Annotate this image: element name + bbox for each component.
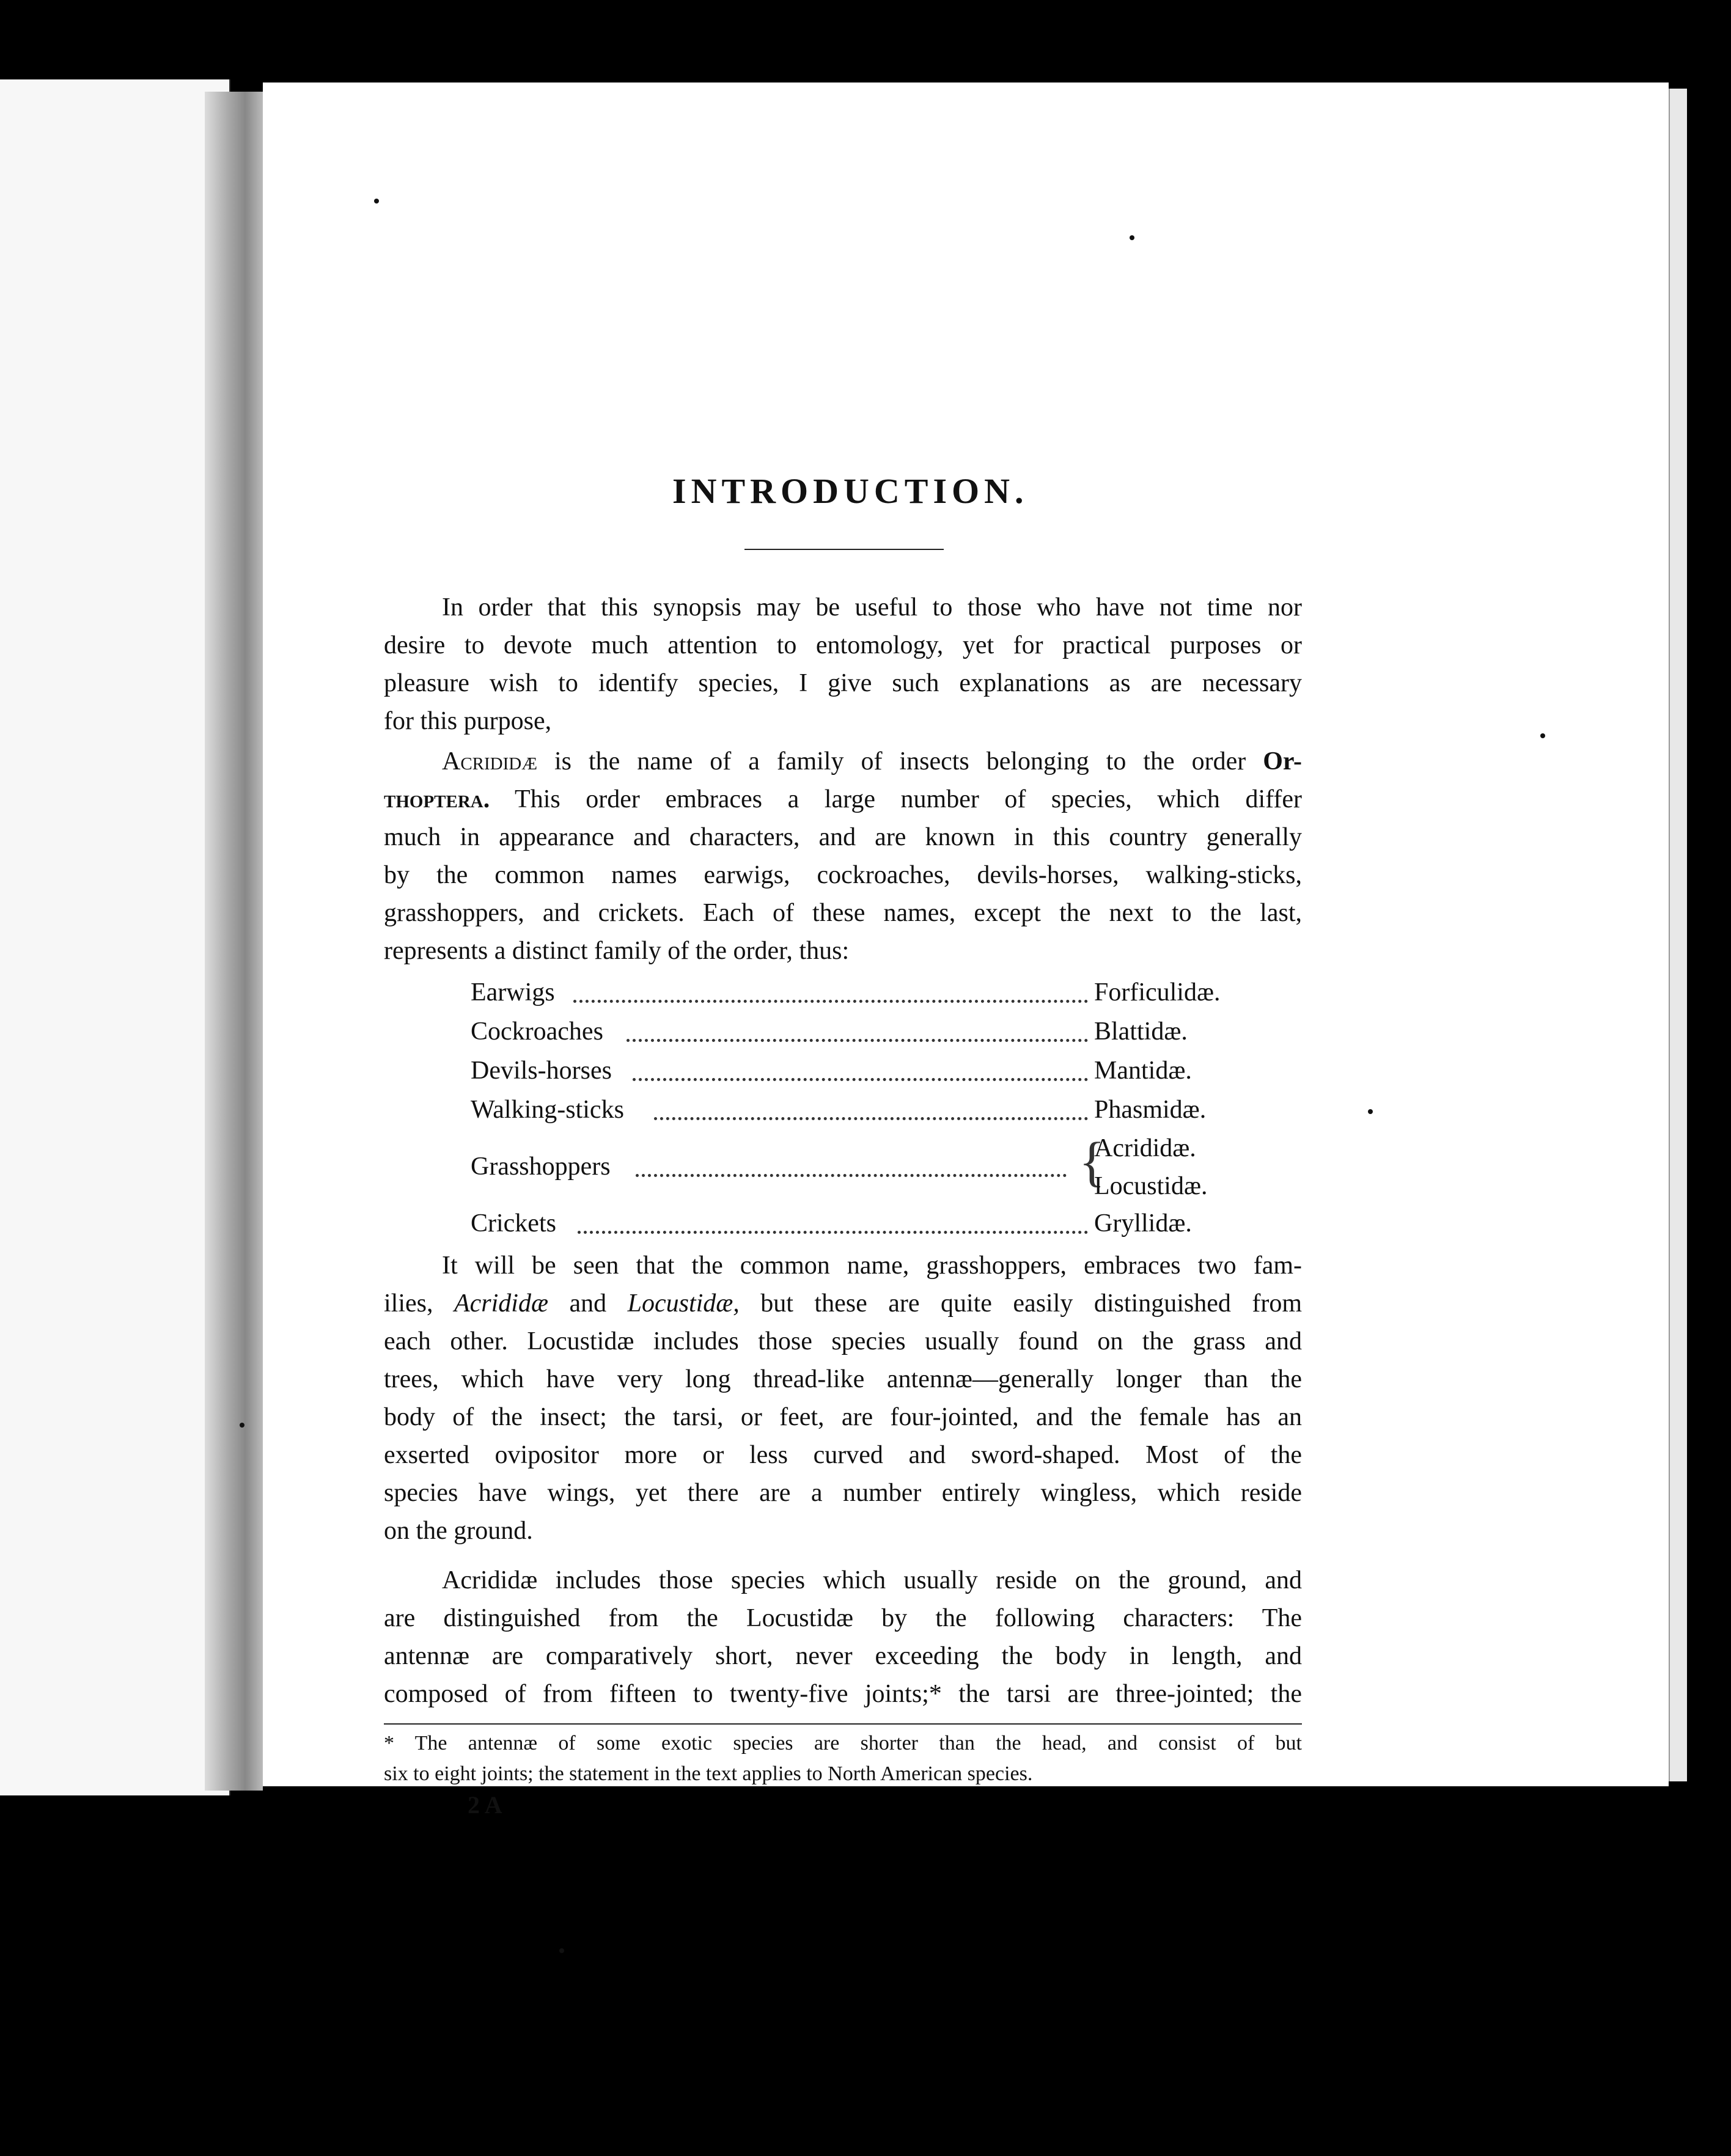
text-line: are distinguished from the Locustidæ by the following characters: The bbox=[384, 1604, 1302, 1632]
family-name: Blattidæ. bbox=[1094, 1018, 1188, 1046]
family-name: Forficulidæ. bbox=[1094, 978, 1221, 1007]
footnote-line: * The antennæ of some exotic species are shorter than the head, and consist of but bbox=[384, 1732, 1302, 1755]
family-name: Phasmidæ. bbox=[1094, 1096, 1207, 1124]
text-line: represents a distinct family of the order, thus: bbox=[384, 937, 850, 965]
speck bbox=[1130, 235, 1134, 240]
speck bbox=[240, 1423, 244, 1428]
table-row bbox=[471, 1209, 1235, 1248]
footnote-line: six to eight joints; the statement in the text applies to North American species. bbox=[384, 1762, 1033, 1785]
paragraph-2 bbox=[384, 743, 1302, 970]
title-rule bbox=[744, 549, 944, 550]
table-row bbox=[471, 1017, 1235, 1056]
left-page bbox=[0, 79, 230, 1795]
speck bbox=[1540, 733, 1545, 738]
footnote-rule bbox=[384, 1723, 1302, 1725]
speck bbox=[1368, 1109, 1373, 1114]
text-span: is the name of a family of insects belonging to the order bbox=[537, 747, 1263, 776]
page-edge bbox=[1669, 89, 1687, 1781]
text-span: and bbox=[548, 1289, 628, 1318]
text-line: In order that this synopsis may be useful to those who have not time nor bbox=[442, 593, 1302, 622]
common-name: Earwigs bbox=[471, 978, 555, 1007]
order-name: Or- bbox=[1263, 747, 1302, 776]
speck bbox=[559, 1948, 564, 1953]
family-name: Acrididæ bbox=[454, 1289, 548, 1318]
text-line: each other. Locustidæ includes those species usually found on the grass and bbox=[384, 1327, 1302, 1355]
leader-dots bbox=[627, 1021, 1088, 1042]
leader-dots bbox=[633, 1060, 1088, 1081]
paragraph-1 bbox=[384, 588, 1302, 740]
table-row bbox=[471, 1095, 1235, 1134]
footnote bbox=[384, 1728, 1302, 1789]
family-name: Locustidæ, bbox=[627, 1289, 740, 1318]
text-line: pleasure wish to identify species, I give such explanations as are necessary bbox=[384, 669, 1302, 697]
order-name: thoptera. bbox=[384, 785, 490, 813]
text-span: ilies, bbox=[384, 1289, 454, 1318]
paragraph-4 bbox=[384, 1561, 1302, 1713]
family-name: Acrididæ. bbox=[1094, 1134, 1196, 1162]
speck bbox=[374, 199, 379, 204]
family-name: Acrididæ bbox=[442, 747, 538, 776]
family-name: Locustidæ. bbox=[1094, 1172, 1208, 1200]
text-line: Acrididæ includes those species which usually reside on the ground, and bbox=[442, 1566, 1302, 1594]
family-name: Mantidæ. bbox=[1094, 1057, 1192, 1085]
paragraph-3 bbox=[384, 1247, 1302, 1550]
text-line bbox=[384, 780, 1302, 818]
book-gutter bbox=[205, 92, 263, 1791]
text-line: grasshoppers, and crickets. Each of these names, except the next to the last, bbox=[384, 899, 1302, 927]
leader-dots bbox=[578, 1212, 1088, 1234]
text-line bbox=[384, 1285, 1302, 1322]
common-name: Grasshoppers bbox=[471, 1153, 611, 1181]
common-name: Devils-horses bbox=[471, 1057, 612, 1085]
table-row bbox=[471, 978, 1235, 1017]
table-row bbox=[471, 1056, 1235, 1095]
family-name: Gryllidæ. bbox=[1094, 1209, 1192, 1238]
table-row bbox=[471, 1132, 1235, 1200]
text-line bbox=[384, 743, 1302, 780]
text-line: for this purpose, bbox=[384, 707, 552, 735]
text-line: trees, which have very long thread-like antennæ—generally longer than the bbox=[384, 1365, 1302, 1393]
common-name: Crickets bbox=[471, 1209, 556, 1238]
text-line: antennæ are comparatively short, never exceeding the body in length, and bbox=[384, 1642, 1302, 1670]
leader-dots bbox=[654, 1099, 1088, 1120]
text-line: by the common names earwigs, cockroaches, devils-horses, walking-sticks, bbox=[384, 861, 1302, 889]
signature-mark: 2 A bbox=[468, 1791, 502, 1819]
leader-dots bbox=[573, 981, 1088, 1003]
text-line: much in appearance and characters, and are known in this country generally bbox=[384, 823, 1302, 851]
text-line: desire to devote much attention to entomology, yet for practical purposes or bbox=[384, 631, 1302, 659]
common-name: Cockroaches bbox=[471, 1018, 603, 1046]
text-line: composed of from fifteen to twenty-five joints;* the tarsi are three-jointed; the bbox=[384, 1680, 1302, 1708]
page-title: INTRODUCTION. bbox=[672, 471, 1029, 511]
text-line: It will be seen that the common name, grasshoppers, embraces two fam- bbox=[442, 1252, 1302, 1280]
brace-glyph: { bbox=[1079, 1132, 1106, 1192]
text-line: on the ground. bbox=[384, 1517, 533, 1545]
leader-dots bbox=[636, 1156, 1067, 1177]
text-line: species have wings, yet there are a number entirely wingless, which reside bbox=[384, 1479, 1302, 1507]
text-span: This order embraces a large number of species, which differ bbox=[490, 785, 1302, 813]
common-name: Walking-sticks bbox=[471, 1096, 624, 1124]
text-line: exserted ovipositor more or less curved and sword-shaped. Most of the bbox=[384, 1441, 1302, 1469]
text-span: but these are quite easily distinguished from bbox=[739, 1289, 1302, 1318]
text-line: body of the insect; the tarsi, or feet, are four-jointed, and the female has an bbox=[384, 1403, 1302, 1431]
